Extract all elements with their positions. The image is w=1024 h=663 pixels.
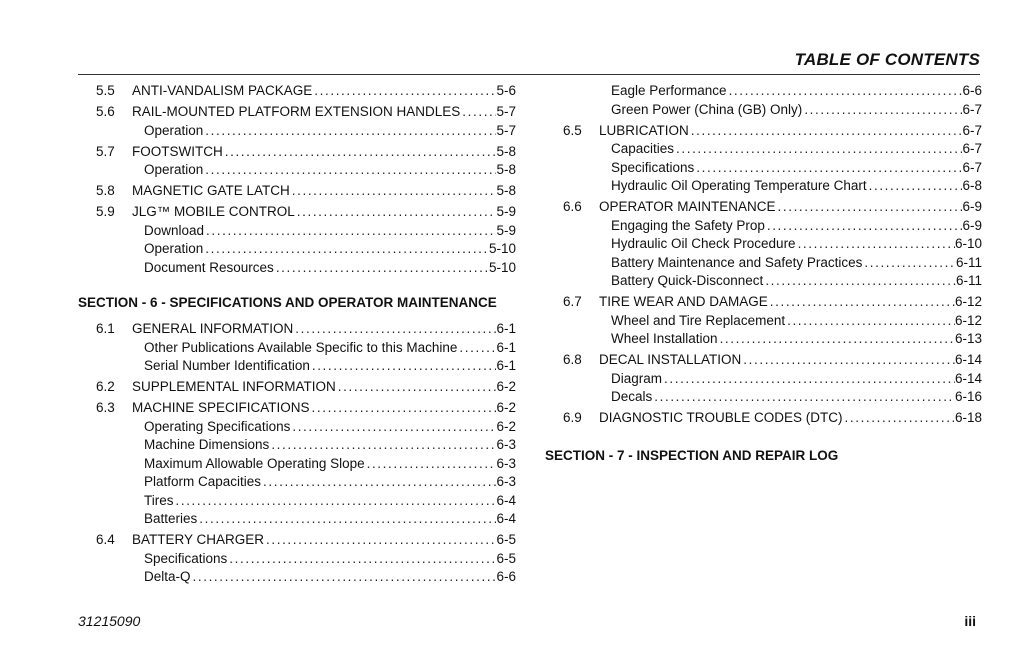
toc-entry-page: 5-10 — [488, 241, 516, 256]
toc-entry-title: Decals — [611, 389, 653, 404]
toc-entry-line — [611, 101, 982, 120]
toc-entry[interactable] — [78, 143, 516, 162]
toc-entry-title: Download — [144, 222, 205, 238]
toc-entry-title: Battery Quick-Disconnect — [611, 273, 764, 288]
toc-subentry[interactable] — [78, 455, 516, 474]
toc-entry[interactable] — [78, 399, 516, 418]
toc-entry-page: 6-5 — [496, 550, 516, 566]
dot-leader — [197, 510, 496, 529]
toc-subentry[interactable] — [78, 240, 516, 259]
toc-entry-title: Maximum Allowable Operating Slope — [144, 455, 365, 471]
dot-leader — [264, 531, 496, 550]
toc-entry-page: 6-11 — [955, 273, 982, 288]
toc-entry-page: 6-2 — [496, 418, 516, 434]
toc-entry-title: RAIL-MOUNTED PLATFORM EXTENSION HANDLES — [132, 104, 461, 119]
toc-entry-line — [132, 320, 516, 339]
section-7-heading[interactable]: SECTION - 7 - INSPECTION AND REPAIR LOG — [545, 447, 839, 463]
toc-entry-page: 6-4 — [496, 511, 516, 526]
toc-entry-line — [144, 122, 516, 141]
toc-entry-title: Delta-Q — [144, 569, 191, 584]
toc-entry-line — [132, 399, 516, 418]
toc-entry-line — [144, 436, 516, 455]
toc-entry-title: Green Power (China (GB) Only) — [611, 101, 803, 117]
dot-leader — [290, 418, 496, 437]
toc-subentry[interactable] — [78, 418, 516, 437]
toc-entry-page: 6-9 — [962, 217, 982, 233]
dot-leader — [365, 455, 497, 474]
toc-entry-page: 6-6 — [962, 83, 982, 98]
toc-entry-line — [144, 473, 516, 492]
dot-leader — [336, 378, 497, 397]
dot-leader — [191, 568, 497, 587]
toc-entry-line — [144, 510, 516, 529]
toc-entry-line — [611, 330, 982, 349]
toc-entry-title: MAGNETIC GATE LATCH — [132, 183, 290, 198]
document-number: 31215090 — [78, 613, 141, 629]
toc-right-column — [545, 82, 982, 466]
toc-entry-page: 6-4 — [496, 492, 516, 508]
toc-subentry[interactable] — [78, 339, 516, 358]
toc-entry[interactable] — [78, 82, 516, 101]
toc-entry-line — [599, 409, 982, 428]
toc-entry[interactable] — [78, 531, 516, 550]
dot-leader — [727, 82, 963, 101]
toc-subentry[interactable] — [78, 161, 516, 180]
toc-entry-line — [144, 240, 516, 259]
toc-entry-page: 6-7 — [962, 159, 982, 175]
toc-entry-number: 6.1 — [96, 321, 115, 336]
dot-leader — [310, 399, 497, 418]
toc-entry-number: 6.9 — [563, 410, 582, 425]
toc-entry-line — [132, 82, 516, 101]
toc-entry-page: 6-12 — [954, 294, 982, 309]
dot-leader — [269, 436, 496, 455]
section-6-heading[interactable]: SECTION - 6 - SPECIFICATIONS AND OPERATOR MAINTENANCE — [78, 295, 497, 310]
toc-entry-page: 5-7 — [496, 122, 516, 138]
toc-subentry[interactable] — [78, 259, 516, 278]
toc-subentry[interactable] — [545, 177, 982, 196]
toc-entry-line — [144, 259, 516, 278]
dot-leader — [763, 272, 956, 291]
toc-entry-title: DIAGNOSTIC TROUBLE CODES (DTC) — [599, 410, 843, 425]
toc-subentry[interactable] — [78, 473, 516, 492]
dot-leader — [674, 140, 962, 159]
toc-entry-page: 6-18 — [954, 410, 982, 425]
dot-leader — [718, 330, 955, 349]
toc-entry-page: 5-8 — [496, 183, 516, 198]
toc-subentry[interactable] — [78, 222, 516, 241]
toc-entry-title: LUBRICATION — [599, 122, 689, 138]
toc-entry-title: Batteries — [144, 511, 198, 526]
toc-entry-title: Other Publications Available Specific to this Machine — [144, 339, 458, 355]
toc-entry-title: Operation — [144, 241, 204, 256]
toc-entry-title: TIRE WEAR AND DAMAGE — [599, 294, 768, 309]
toc-entry-line — [599, 122, 982, 141]
toc-subentry[interactable] — [545, 217, 982, 236]
toc-entry[interactable] — [545, 293, 982, 312]
dot-leader — [862, 254, 956, 273]
dot-leader — [457, 339, 496, 358]
toc-entry-number: 6.5 — [563, 122, 582, 138]
toc-subentry[interactable] — [545, 235, 982, 254]
toc-subentry[interactable] — [78, 568, 516, 587]
toc-entry-line — [144, 492, 516, 511]
page-title: TABLE OF CONTENTS — [794, 50, 980, 69]
toc-entry-number: 5.7 — [96, 143, 115, 159]
toc-entry-number: 5.8 — [96, 183, 115, 198]
toc-entry-page: 6-1 — [496, 358, 516, 373]
dot-leader — [652, 388, 955, 407]
toc-subentry[interactable] — [545, 370, 982, 389]
toc-subentry[interactable] — [545, 312, 982, 331]
toc-entry-title: FOOTSWITCH — [132, 143, 223, 159]
toc-entry-title: SUPPLEMENTAL INFORMATION — [132, 379, 336, 394]
toc-entry-number: 6.8 — [563, 352, 582, 367]
toc-entry-page: 6-1 — [496, 339, 516, 355]
dot-leader — [741, 351, 955, 370]
dot-leader — [843, 409, 955, 428]
toc-entry-number: 6.4 — [96, 532, 115, 547]
toc-list-section-5 — [78, 82, 516, 277]
toc-entry-title: MACHINE SPECIFICATIONS — [132, 400, 310, 415]
toc-list-section-6-continued — [545, 82, 982, 428]
toc-entry-line — [611, 312, 982, 331]
toc-entry-line — [132, 182, 516, 201]
toc-entry-page: 5-9 — [496, 204, 516, 219]
toc-entry-line — [611, 82, 982, 101]
toc-entry-title: Hydraulic Oil Operating Temperature Chart — [611, 178, 867, 193]
toc-entry-page: 6-5 — [496, 532, 516, 547]
dot-leader — [867, 177, 963, 196]
toc-entry-page: 6-2 — [496, 400, 516, 415]
toc-entry-page: 6-3 — [496, 455, 516, 471]
toc-subentry[interactable] — [545, 140, 982, 159]
toc-entry-line — [144, 339, 516, 358]
dot-leader — [662, 370, 955, 389]
dot-leader — [204, 222, 496, 241]
toc-entry-page: 6-16 — [954, 389, 982, 404]
toc-entry-page: 6-1 — [496, 321, 516, 336]
toc-entry-line — [599, 293, 982, 312]
toc-subentry[interactable] — [545, 82, 982, 101]
dot-leader — [310, 357, 497, 376]
header-divider — [78, 74, 980, 75]
dot-leader — [223, 143, 497, 162]
toc-entry-line — [144, 418, 516, 437]
toc-entry-page: 6-6 — [496, 569, 516, 584]
dot-leader — [776, 198, 963, 217]
toc-entry-page: 6-11 — [955, 254, 982, 270]
toc-entry-title: OPERATOR MAINTENANCE — [599, 199, 776, 214]
toc-subentry[interactable] — [78, 436, 516, 455]
toc-entry-title: GENERAL INFORMATION — [132, 321, 294, 336]
toc-entry-line — [611, 254, 982, 273]
toc-list-section-6 — [78, 320, 516, 587]
toc-entry-line — [132, 531, 516, 550]
dot-leader — [694, 159, 962, 178]
toc-entry-title: Engaging the Safety Prop — [611, 217, 765, 233]
toc-entry-title: Operating Specifications — [144, 418, 291, 434]
dot-leader — [293, 320, 496, 339]
dot-leader — [295, 203, 497, 222]
toc-entry[interactable] — [78, 378, 516, 397]
toc-entry-line — [132, 203, 516, 222]
toc-entry-line — [132, 143, 516, 162]
toc-subentry[interactable] — [545, 330, 982, 349]
toc-entry-line — [144, 357, 516, 376]
toc-entry-title: Operation — [144, 162, 204, 177]
toc-entry-page: 6-7 — [962, 122, 982, 138]
toc-entry-page: 6-13 — [954, 331, 982, 346]
toc-entry-line — [144, 568, 516, 587]
dot-leader — [689, 122, 963, 141]
toc-entry[interactable] — [78, 103, 516, 122]
toc-entry-title: Operation — [144, 122, 204, 138]
toc-entry-title: Platform Capacities — [144, 474, 262, 489]
toc-entry-line — [611, 272, 982, 291]
toc-entry-page: 6-3 — [496, 437, 516, 452]
toc-entry-line — [611, 140, 982, 159]
toc-entry-page: 6-3 — [496, 474, 516, 489]
toc-entry[interactable] — [78, 320, 516, 339]
toc-entry-page: 6-8 — [962, 178, 982, 193]
toc-subentry[interactable] — [78, 122, 516, 141]
toc-entry-title: Serial Number Identification — [144, 358, 310, 373]
toc-entry-page: 6-14 — [954, 352, 982, 367]
dot-leader — [312, 82, 496, 101]
toc-entry-line — [611, 388, 982, 407]
toc-entry-number: 6.7 — [563, 294, 582, 309]
dot-leader — [261, 473, 496, 492]
toc-entry[interactable] — [78, 203, 516, 222]
toc-entry-line — [599, 351, 982, 370]
toc-entry-number: 5.9 — [96, 204, 115, 219]
toc-entry-page: 6-14 — [954, 370, 982, 386]
toc-entry-line — [144, 161, 516, 180]
toc-entry-title: JLG™ MOBILE CONTROL — [132, 204, 295, 219]
toc-entry-line — [132, 378, 516, 397]
toc-entry-page: 5-10 — [488, 259, 516, 275]
toc-entry-number: 6.6 — [563, 199, 582, 214]
dot-leader — [765, 217, 963, 236]
toc-entry-line — [611, 217, 982, 236]
toc-entry[interactable] — [545, 122, 982, 141]
toc-entry-title: Wheel and Tire Replacement — [611, 312, 786, 328]
dot-leader — [274, 259, 489, 278]
toc-entry-number: 5.5 — [96, 83, 115, 98]
toc-entry-page: 5-9 — [496, 222, 516, 238]
page-number: iii — [964, 613, 976, 629]
dot-leader — [802, 101, 962, 120]
toc-subentry[interactable] — [78, 550, 516, 569]
toc-entry[interactable] — [78, 182, 516, 201]
dot-leader — [796, 235, 955, 254]
toc-entry-title: Wheel Installation — [611, 331, 718, 346]
toc-entry-page: 6-10 — [954, 236, 982, 251]
toc-entry-title: Machine Dimensions — [144, 437, 270, 452]
toc-entry-page: 6-2 — [496, 379, 516, 394]
toc-subentry[interactable] — [78, 510, 516, 529]
toc-subentry[interactable] — [78, 357, 516, 376]
dot-leader — [768, 293, 955, 312]
toc-entry-page: 6-9 — [962, 199, 982, 214]
toc-entry-title: Hydraulic Oil Check Procedure — [611, 236, 796, 251]
toc-entry-number: 6.3 — [96, 400, 115, 415]
toc-entry-title: ANTI-VANDALISM PACKAGE — [132, 83, 313, 98]
toc-entry-page: 6-12 — [954, 312, 982, 328]
toc-entry-line — [611, 177, 982, 196]
dot-leader — [203, 240, 489, 259]
toc-entry-title: Specifications — [144, 550, 228, 566]
dot-leader — [290, 182, 497, 201]
toc-entry-line — [144, 222, 516, 241]
toc-entry-line — [132, 103, 516, 122]
toc-entry-page: 5-8 — [496, 162, 516, 177]
toc-entry-page: 5-7 — [496, 104, 516, 119]
toc-entry-title: Tires — [144, 492, 174, 508]
toc-entry-title: Document Resources — [144, 259, 274, 275]
toc-entry-title: Specifications — [611, 159, 695, 175]
dot-leader — [227, 550, 496, 569]
toc-entry[interactable] — [545, 198, 982, 217]
toc-entry-page: 6-7 — [962, 141, 982, 156]
toc-entry[interactable] — [545, 351, 982, 370]
toc-entry-line — [144, 455, 516, 474]
toc-entry-number: 5.6 — [96, 104, 115, 119]
dot-leader — [203, 122, 496, 141]
toc-entry-line — [611, 370, 982, 389]
toc-entry-title: Diagram — [611, 370, 663, 386]
dot-leader — [460, 103, 496, 122]
toc-entry-title: Battery Maintenance and Safety Practices — [611, 254, 863, 270]
toc-entry-line — [611, 159, 982, 178]
dot-leader — [174, 492, 497, 511]
toc-subentry[interactable] — [545, 101, 982, 120]
toc-subentry[interactable] — [545, 272, 982, 291]
toc-entry-number: 6.2 — [96, 379, 115, 394]
dot-leader — [785, 312, 955, 331]
toc-left-column — [78, 82, 516, 587]
toc-subentry[interactable] — [545, 254, 982, 273]
toc-entry-line — [599, 198, 982, 217]
toc-entry-page: 6-7 — [962, 101, 982, 117]
toc-subentry[interactable] — [78, 492, 516, 511]
toc-subentry[interactable] — [545, 388, 982, 407]
toc-entry-page: 5-6 — [496, 83, 516, 98]
toc-entry-title: BATTERY CHARGER — [132, 532, 265, 547]
toc-entry-title: Capacities — [611, 141, 675, 156]
toc-entry-page: 5-8 — [496, 143, 516, 159]
toc-entry[interactable] — [545, 409, 982, 428]
dot-leader — [203, 161, 496, 180]
toc-entry-line — [144, 550, 516, 569]
toc-entry-title: DECAL INSTALLATION — [599, 352, 742, 367]
toc-entry-title: Eagle Performance — [611, 83, 727, 98]
toc-entry-line — [611, 235, 982, 254]
toc-subentry[interactable] — [545, 159, 982, 178]
